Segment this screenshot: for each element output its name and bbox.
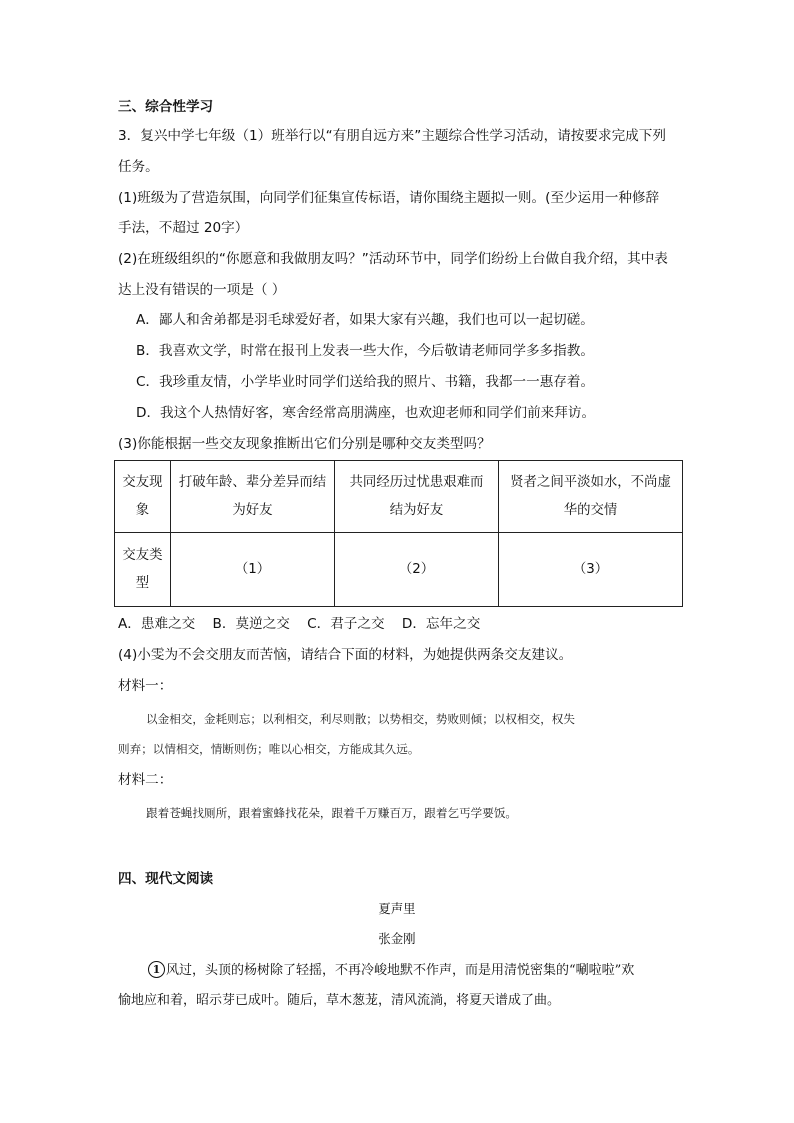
material-1-line-1: 以金相交，金耗则忘；以利相交，利尽则散；以势相交，势败则倾；以权相交，权失 [146,712,575,726]
paragraph-number-1: 1 [148,961,165,978]
option-d: D．我这个人热情好客，寒舍经常高朋满座，也欢迎老师和同学们前来拜访。 [136,405,596,421]
question-3-line-2: 任务。 [118,159,159,175]
material-1-line-2: 则弃；以情相交，情断则伤；唯以心相交，方能成其久远。 [118,742,420,756]
phenomenon-cell-3: 贤者之间平淡如水，不尚虚 华的交情 [499,461,683,533]
row-header-phenomenon: 交友现 象 [115,461,171,533]
row-header-type: 交友类 型 [115,533,171,607]
subquestion-1-line-2: 手法，不超过 20字） [118,220,249,236]
phenomenon-cell-1: 打破年龄、辈分差异而结 为好友 [171,461,335,533]
subquestion-4: (4)小雯为不会交朋友而苦恼，请结合下面的材料，为她提供两条交友建议。 [118,647,573,663]
answer-blank-1: （1） [171,533,335,607]
phenomenon-cell-2: 共同经历过忧患艰难而 结为好友 [335,461,499,533]
table-row [115,461,683,533]
question-3-line-1: 3．复兴中学七年级（1）班举行以“有朋自远方来”主题综合性学习活动，请按要求完成下列 [118,128,666,144]
option-a: A．鄙人和舍弟都是羽毛球爱好者，如果大家有兴趣，我们也可以一起切磋。 [136,312,594,328]
essay-paragraph-1-line-1: 1 风过，头顶的杨树除了轻摇，不再冷峻地默不作声，而是用清悦密集的“唰啦啦”欢 [148,961,634,980]
option-b: B．我喜欢文学，时常在报刊上发表一些大作，今后敬请老师同学多多指教。 [136,343,594,359]
material-1-label: 材料一： [118,678,173,694]
material-2-label: 材料二： [118,772,173,788]
subquestion-1-line-1: (1)班级为了营造氛围，向同学们征集宣传标语，请你围绕主题拟一则。(至少运用一种修辞 [118,190,660,206]
material-2-line-1: 跟着苍蝇找厕所，跟着蜜蜂找花朵，跟着千万赚百万，跟着乞丐学要饭。 [146,806,518,820]
answer-blank-3: （3） [499,533,683,607]
answer-blank-2: （2） [335,533,499,607]
subquestion-2-line-2: 达上没有错误的一项是（ ） [118,282,286,298]
table-row [115,533,683,607]
essay-paragraph-1-line-2: 愉地应和着，昭示芽已成叶。随后，草木葱茏，清风流淌，将夏天谱成了曲。 [118,993,561,1008]
essay-author: 张金刚 [378,931,416,946]
subquestion-2-line-1: (2)在班级组织的“你愿意和我做朋友吗？”活动环节中，同学们纷纷上台做自我介绍，其中表 [118,251,668,267]
choice-list: A．患难之交 B．莫逆之交 C．君子之交 D．忘年之交 [118,616,481,632]
option-c: C．我珍重友情，小学毕业时同学们送给我的照片、书籍，我都一一惠存着。 [136,374,595,390]
section-four-heading: 四、现代文阅读 [118,871,214,887]
subquestion-3: (3)你能根据一些交友现象推断出它们分别是哪种交友类型吗？ [118,436,491,452]
essay-title: 夏声里 [378,901,416,916]
section-three-heading: 三、综合性学习 [118,99,214,115]
friendship-type-table [114,460,683,607]
